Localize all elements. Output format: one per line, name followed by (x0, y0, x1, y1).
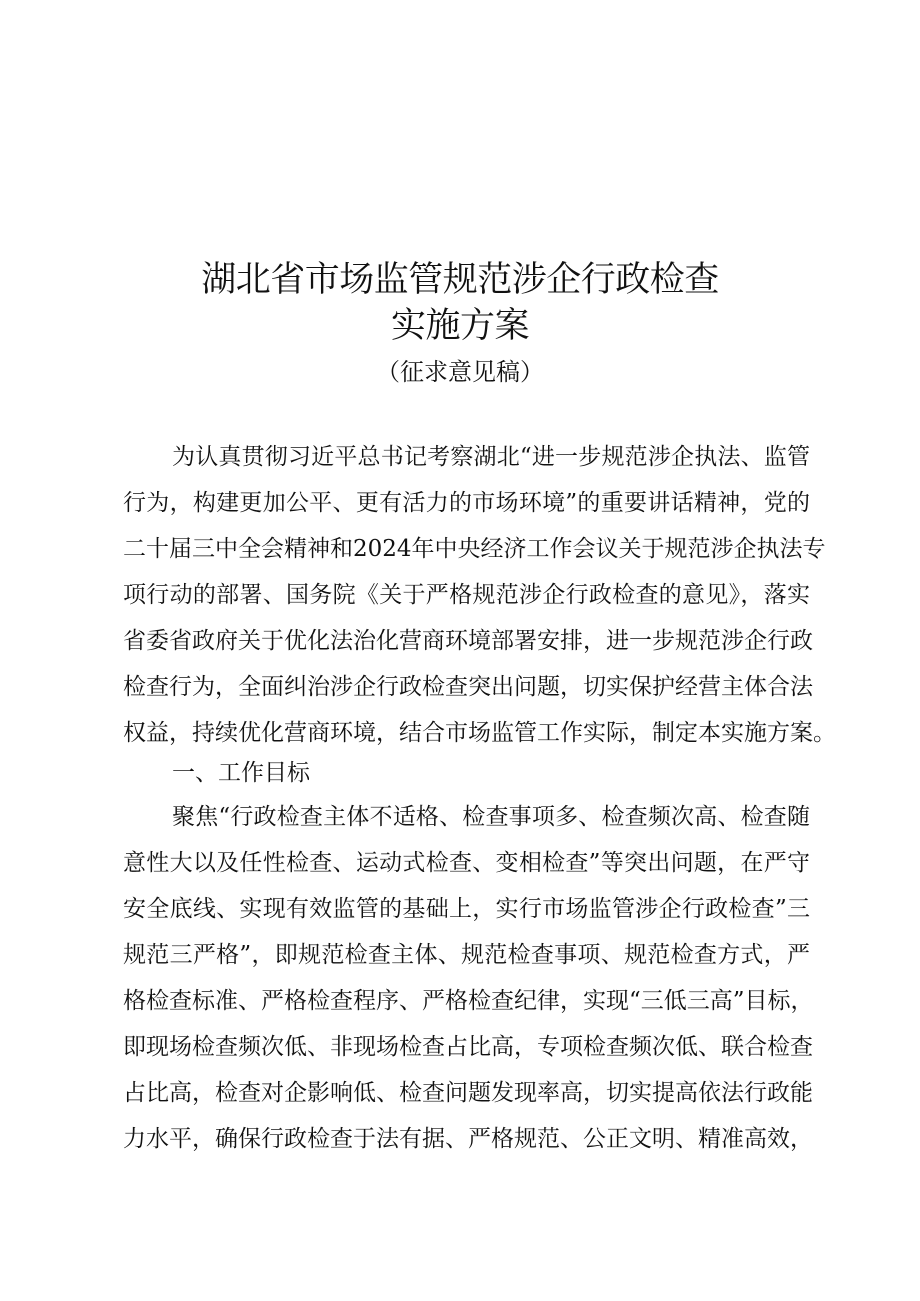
section-paragraph-line: 格检查标准、严格检查程序、严格检查纪律，实现“三低三高”目标， (123, 988, 814, 1014)
section-paragraph-line: 规范三严格”，即规范检查主体、规范检查事项、规范检查方式，严 (123, 942, 810, 968)
intro-paragraph-line: 省委省政府关于优化法治化营商环境部署安排，进一步规范涉企行政 (123, 628, 813, 654)
document-title-line-1: 湖北省市场监管规范涉企行政检查 (201, 260, 719, 300)
intro-paragraph-line: 行为，构建更加公平、更有活力的市场环境”的重要讲话精神，党的 (123, 490, 810, 516)
section-paragraph-line: 占比高，检查对企影响低、检查问题发现率高，切实提高依法行政能 (123, 1080, 813, 1106)
intro-paragraph-line: 为认真贯彻习近平总书记考察湖北“进一步规范涉企执法、监管 (172, 444, 810, 470)
section-paragraph-line: 意性大以及任性检查、运动式检查、变相检查”等突出问题，在严守 (123, 850, 810, 876)
document-subtitle: （征求意见稿） (376, 358, 544, 386)
section-paragraph-line: 聚焦“行政检查主体不适格、检查事项多、检查频次高、检查随 (172, 804, 810, 830)
section-paragraph-line: 即现场检查频次低、非现场检查占比高，专项检查频次低、联合检查 (123, 1034, 813, 1060)
intro-paragraph-line: 检查行为，全面纠治涉企行政检查突出问题，切实保护经营主体合法 (123, 674, 813, 700)
section-paragraph-line: 力水平，确保行政检查于法有据、严格规范、公正文明、精准高效， (123, 1126, 813, 1152)
document-title-line-2: 实施方案 (390, 306, 529, 346)
intro-paragraph-line: 二十届三中全会精神和2024年中央经济工作会议关于规范涉企执法专 (123, 536, 826, 562)
intro-paragraph-line: 权益，持续优化营商环境，结合市场监管工作实际，制定本实施方案。 (123, 720, 836, 746)
section-paragraph-line: 安全底线、实现有效监管的基础上，实行市场监管涉企行政检查”三 (123, 896, 810, 922)
intro-paragraph-line: 项行动的部署、国务院《关于严格规范涉企行政检查的意见》，落实 (123, 582, 810, 608)
section-heading-work-goals: 一、工作目标 (172, 760, 310, 786)
